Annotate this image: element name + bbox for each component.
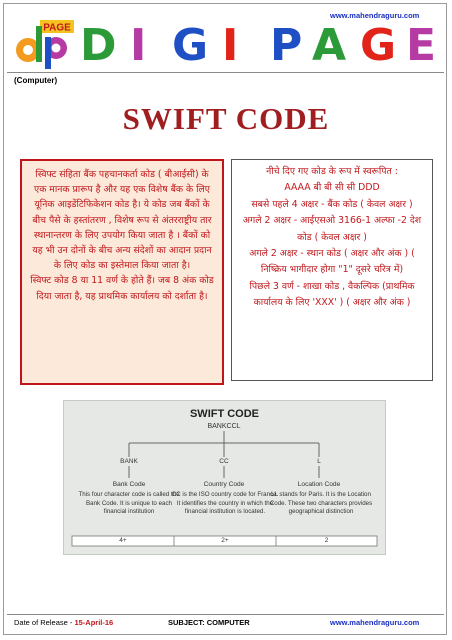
bank-code-length: 4+ <box>119 537 127 544</box>
main-title: SWIFT CODE <box>122 101 330 136</box>
country-code-length: 2+ <box>221 537 229 544</box>
location-code-heading: Location Code <box>297 481 341 488</box>
format-line: पिछले 3 वर्ण - शाखा कोड , वैकल्पिक (प्राथमिक कार्यालय के लिए 'XXX' ) ( अक्षर और अंक ) <box>249 280 415 309</box>
bank-code-description: This four character code is called the Bank Code. It is unique to each financial institution <box>78 491 180 515</box>
title-letter: A <box>312 20 347 71</box>
branch-label-location: L <box>317 458 321 465</box>
release-info <box>14 618 113 627</box>
location-code-length: 2 <box>324 537 329 544</box>
branch-label-cc: CC <box>219 458 229 465</box>
title-letter: E <box>406 20 437 71</box>
swift-code-diagram <box>63 400 386 555</box>
definition-box <box>20 159 224 385</box>
digi-page-title <box>80 20 444 72</box>
diagram-title: SWIFT CODE <box>189 408 260 420</box>
format-line: अगले 2 अक्षर - स्थान कोड ( अक्षर और अंक ) ( निष्क्रिय भागीदार होगा "1" दूसरे चरित्र में) <box>249 248 415 276</box>
footer-url[interactable]: www.mahendraguru.com <box>330 618 420 627</box>
title-letter: P <box>270 20 303 71</box>
svg-text:PAGE: PAGE <box>43 22 71 34</box>
header-divider <box>7 72 444 73</box>
footer-subject: SUBJECT: COMPUTER <box>168 618 250 627</box>
definition-paragraph-1: स्विफ्ट संहिता बैंक पहचानकर्ता कोड ( बीआईसी) के एक मानक प्रारूप है और यह एक विशेष बैंक के लिए यूनिक आइडेंटिफिकेशन कोड है। ये कोड जब बैंकों के बीच पैसे के हस्तांतरण , विशेष रूप से अंतरराष्ट्रीय तार स्थानान्तरण के लिए उपयोग किया जाता है । बैंकों को यह भी उन दोनों के बीच अन्य संदेशों का आदान प्रदान के लिए कोड का इस्तेमाल किया जाता है। <box>32 169 212 272</box>
country-code-description: CC is the ISO country code for France. It identifies the country in which the financial institution is located. <box>171 491 279 515</box>
format-line: सबसे पहले 4 अक्षर - बैंक कोड ( केवल अक्षर ) <box>251 198 413 210</box>
subject-tag: (Computer) <box>14 76 58 85</box>
location-code-description: LL stands for Paris. It is the Location Code. These two characters provides geographical distinction <box>269 491 373 515</box>
country-code-heading: Country Code <box>203 481 245 488</box>
release-label: Date of Release - <box>14 618 73 627</box>
digi-page-logo <box>12 18 78 70</box>
format-line: अगले 2 अक्षर - आईएसओ 3166-1 अल्फा -2 देश कोड ( केवल अक्षर ) <box>242 215 422 243</box>
branch-label-bank: BANK <box>120 458 138 465</box>
title-letter: D <box>80 20 117 71</box>
title-letter: I <box>222 20 239 71</box>
diagram-root: BANKCCL <box>207 423 241 430</box>
footer-divider <box>7 614 444 615</box>
header-url[interactable]: www.mahendraguru.com <box>330 11 420 20</box>
title-letter: G <box>360 20 397 71</box>
title-letter: I <box>130 20 147 71</box>
format-line: नीचे दिए गए कोड के रूप में स्वरूपित : <box>266 166 398 177</box>
title-letter: G <box>172 20 209 71</box>
definition-paragraph-2: स्विफ्ट कोड 8 या 11 वर्ण के होते हैं। जब 8 अंक कोड दिया जाता है, यह प्राथमिक कार्यालय को दर्शाता है। <box>30 275 214 302</box>
release-date: 15-April-16 <box>74 618 114 627</box>
bank-code-heading: Bank Code <box>112 481 146 488</box>
format-line: AAAA बी बी सी सी DDD <box>284 182 380 194</box>
format-box <box>231 159 433 381</box>
